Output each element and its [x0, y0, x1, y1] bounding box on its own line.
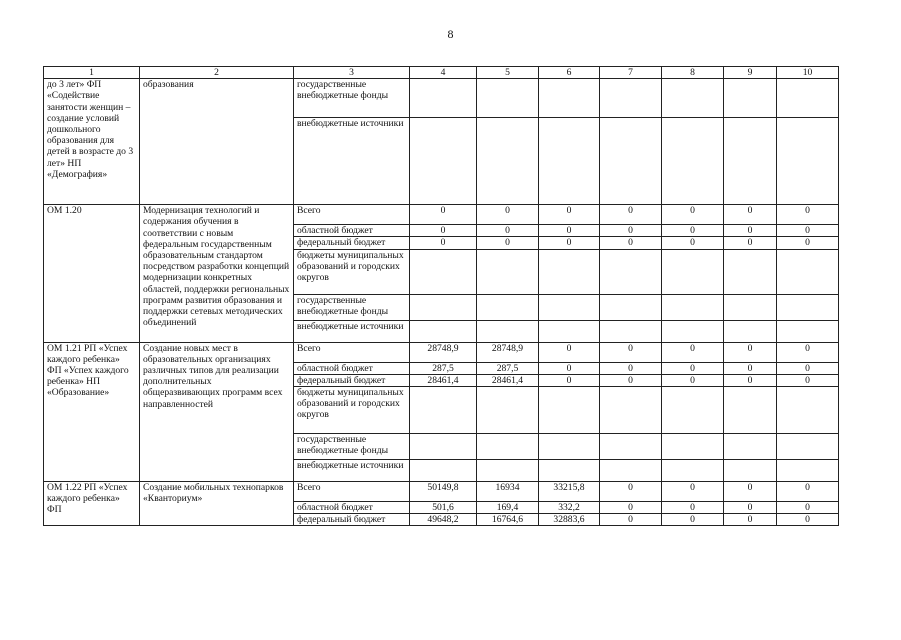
- funding-source-cell: федеральный бюджет: [294, 514, 410, 526]
- funding-source-cell: государственные внебюджетные фонды: [294, 294, 410, 320]
- value-cell: [539, 118, 600, 205]
- value-cell: [600, 434, 662, 460]
- value-cell: [724, 320, 777, 342]
- value-cell: 501,6: [410, 502, 477, 514]
- value-cell: 0: [600, 237, 662, 249]
- value-cell: [539, 320, 600, 342]
- header-row: [44, 67, 839, 79]
- value-cell: 33215,8: [539, 482, 600, 502]
- value-cell: 0: [600, 482, 662, 502]
- value-cell: [600, 294, 662, 320]
- value-cell: 0: [777, 237, 839, 249]
- value-cell: [410, 79, 477, 118]
- value-cell: 0: [724, 362, 777, 374]
- measure-cell: ОМ 1.20: [44, 205, 140, 342]
- description-cell: Создание новых мест в образовательных организациях различных типов для реализации дополнительных общеразвивающих программ всех направленностей: [140, 342, 294, 481]
- value-cell: [600, 249, 662, 294]
- value-cell: [662, 294, 724, 320]
- value-cell: 0: [600, 502, 662, 514]
- funding-source-cell: бюджеты муниципальных образований и городских округов: [294, 249, 410, 294]
- value-cell: [777, 79, 839, 118]
- value-cell: 28461,4: [477, 374, 539, 386]
- value-cell: [777, 294, 839, 320]
- table-row: [44, 79, 839, 118]
- value-cell: [662, 387, 724, 434]
- funding-source-cell: бюджеты муниципальных образований и городских округов: [294, 387, 410, 434]
- value-cell: [600, 460, 662, 482]
- value-cell: 0: [662, 482, 724, 502]
- value-cell: [410, 249, 477, 294]
- value-cell: 0: [539, 374, 600, 386]
- value-cell: [724, 79, 777, 118]
- value-cell: [724, 434, 777, 460]
- column-header: 8: [662, 67, 724, 79]
- funding-source-cell: федеральный бюджет: [294, 374, 410, 386]
- value-cell: 0: [477, 205, 539, 225]
- value-cell: [477, 249, 539, 294]
- value-cell: 50149,8: [410, 482, 477, 502]
- value-cell: [724, 118, 777, 205]
- funding-source-cell: государственные внебюджетные фонды: [294, 79, 410, 118]
- funding-source-cell: областной бюджет: [294, 502, 410, 514]
- value-cell: 0: [777, 225, 839, 237]
- value-cell: [600, 118, 662, 205]
- value-cell: [662, 118, 724, 205]
- measure-cell: ОМ 1.21 РП «Успех каждого ребенка» ФП «Успех каждого ребенка» НП «Образование»: [44, 342, 140, 481]
- value-cell: 0: [600, 514, 662, 526]
- column-header: 9: [724, 67, 777, 79]
- value-cell: 0: [539, 362, 600, 374]
- column-header: 7: [600, 67, 662, 79]
- value-cell: 0: [662, 205, 724, 225]
- value-cell: 28461,4: [410, 374, 477, 386]
- funding-source-cell: внебюджетные источники: [294, 460, 410, 482]
- value-cell: [410, 387, 477, 434]
- value-cell: 0: [662, 237, 724, 249]
- value-cell: 0: [724, 237, 777, 249]
- value-cell: 0: [724, 225, 777, 237]
- column-header: 5: [477, 67, 539, 79]
- value-cell: 169,4: [477, 502, 539, 514]
- value-cell: [477, 460, 539, 482]
- value-cell: [724, 387, 777, 434]
- value-cell: 0: [600, 205, 662, 225]
- value-cell: 0: [600, 342, 662, 362]
- value-cell: [477, 294, 539, 320]
- funding-source-cell: федеральный бюджет: [294, 237, 410, 249]
- value-cell: [662, 320, 724, 342]
- value-cell: [777, 249, 839, 294]
- description-cell: Модернизация технологий и содержания обучения в соответствии с новым федеральным государственным образовательным стандартом посредством разработки концепций модернизации конкретных областей, поддержки региональных программ развития образования и поддержки сетевых методических объединений: [140, 205, 294, 342]
- funding-source-cell: областной бюджет: [294, 225, 410, 237]
- value-cell: [477, 320, 539, 342]
- value-cell: [777, 320, 839, 342]
- value-cell: 0: [724, 482, 777, 502]
- value-cell: [539, 434, 600, 460]
- funding-source-cell: государственные внебюджетные фонды: [294, 434, 410, 460]
- funding-source-cell: внебюджетные источники: [294, 118, 410, 205]
- value-cell: [777, 460, 839, 482]
- value-cell: [724, 249, 777, 294]
- value-cell: 0: [777, 342, 839, 362]
- value-cell: [410, 434, 477, 460]
- value-cell: 0: [477, 237, 539, 249]
- value-cell: 0: [539, 342, 600, 362]
- budget-table: [43, 66, 839, 526]
- value-cell: [662, 460, 724, 482]
- value-cell: [724, 460, 777, 482]
- value-cell: 32883,6: [539, 514, 600, 526]
- measure-cell: до 3 лет» ФП «Содействие занятости женщин – создание условий дошкольного образования для детей в возрасте до 3 лет» НП «Демография»: [44, 79, 140, 205]
- value-cell: [539, 294, 600, 320]
- value-cell: [410, 294, 477, 320]
- value-cell: [662, 79, 724, 118]
- value-cell: 0: [539, 205, 600, 225]
- value-cell: [600, 79, 662, 118]
- value-cell: 0: [662, 514, 724, 526]
- value-cell: 0: [724, 205, 777, 225]
- value-cell: 0: [410, 205, 477, 225]
- value-cell: [477, 387, 539, 434]
- funding-source-cell: Всего: [294, 342, 410, 362]
- value-cell: 287,5: [477, 362, 539, 374]
- value-cell: 0: [600, 225, 662, 237]
- value-cell: [410, 460, 477, 482]
- value-cell: 0: [777, 362, 839, 374]
- funding-source-cell: областной бюджет: [294, 362, 410, 374]
- value-cell: 28748,9: [477, 342, 539, 362]
- value-cell: [410, 118, 477, 205]
- column-header: 6: [539, 67, 600, 79]
- value-cell: 332,2: [539, 502, 600, 514]
- value-cell: 0: [539, 225, 600, 237]
- value-cell: [539, 79, 600, 118]
- value-cell: [539, 460, 600, 482]
- value-cell: 0: [662, 225, 724, 237]
- value-cell: [477, 118, 539, 205]
- column-header: 3: [294, 67, 410, 79]
- value-cell: 0: [777, 514, 839, 526]
- column-header: 1: [44, 67, 140, 79]
- value-cell: 16764,6: [477, 514, 539, 526]
- value-cell: 16934: [477, 482, 539, 502]
- value-cell: [777, 434, 839, 460]
- value-cell: 0: [539, 237, 600, 249]
- value-cell: 0: [410, 225, 477, 237]
- value-cell: [777, 387, 839, 434]
- value-cell: 0: [662, 502, 724, 514]
- value-cell: [477, 434, 539, 460]
- value-cell: [600, 320, 662, 342]
- value-cell: 0: [777, 374, 839, 386]
- value-cell: 0: [600, 374, 662, 386]
- value-cell: [539, 387, 600, 434]
- value-cell: [662, 249, 724, 294]
- column-header: 2: [140, 67, 294, 79]
- value-cell: 0: [724, 502, 777, 514]
- column-header: 4: [410, 67, 477, 79]
- value-cell: [724, 294, 777, 320]
- value-cell: 0: [662, 362, 724, 374]
- value-cell: 0: [662, 374, 724, 386]
- value-cell: 0: [724, 342, 777, 362]
- value-cell: 28748,9: [410, 342, 477, 362]
- value-cell: 0: [600, 362, 662, 374]
- value-cell: 0: [410, 237, 477, 249]
- description-cell: Создание мобильных технопарков «Кванториум»: [140, 482, 294, 526]
- value-cell: 49648,2: [410, 514, 477, 526]
- page-number: 8: [447, 27, 454, 41]
- measure-cell: ОМ 1.22 РП «Успех каждого ребенка» ФП: [44, 482, 140, 526]
- value-cell: [410, 320, 477, 342]
- value-cell: [600, 387, 662, 434]
- value-cell: [477, 79, 539, 118]
- value-cell: 0: [477, 225, 539, 237]
- funding-source-cell: внебюджетные источники: [294, 320, 410, 342]
- funding-source-cell: Всего: [294, 205, 410, 225]
- value-cell: [662, 434, 724, 460]
- funding-source-cell: Всего: [294, 482, 410, 502]
- column-header: 10: [777, 67, 839, 79]
- table-row: [44, 482, 839, 502]
- table-row: [44, 205, 839, 225]
- value-cell: 0: [724, 514, 777, 526]
- value-cell: 0: [777, 502, 839, 514]
- value-cell: [777, 118, 839, 205]
- value-cell: 287,5: [410, 362, 477, 374]
- table-row: [44, 342, 839, 362]
- value-cell: 0: [662, 342, 724, 362]
- value-cell: 0: [777, 482, 839, 502]
- value-cell: [539, 249, 600, 294]
- value-cell: 0: [777, 205, 839, 225]
- value-cell: 0: [724, 374, 777, 386]
- description-cell: образования: [140, 79, 294, 205]
